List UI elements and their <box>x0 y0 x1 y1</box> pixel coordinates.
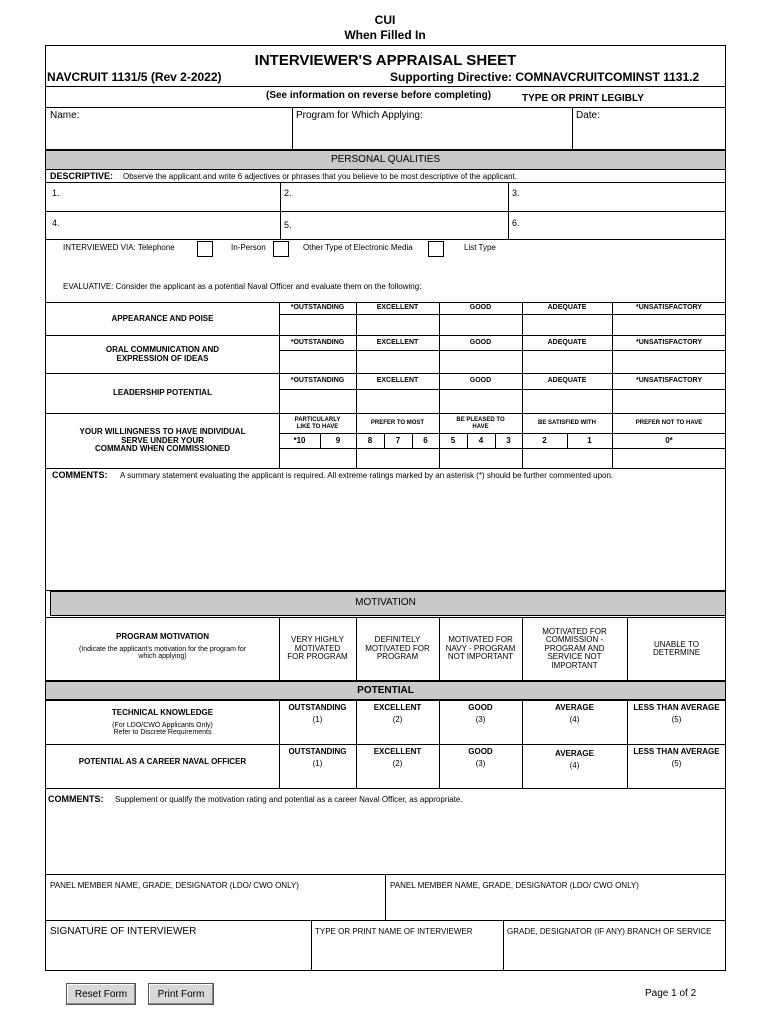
potential-header: GOOD <box>468 702 493 712</box>
career-officer-label: POTENTIAL AS A CAREER NAVAL OFFICER <box>78 757 247 767</box>
personal-qualities-title: PERSONAL QUALITIES <box>330 154 441 165</box>
descriptor-number-5: 5. <box>284 220 292 230</box>
descriptor-field-1[interactable] <box>60 184 278 209</box>
potential-header: GOOD <box>468 746 493 756</box>
panel-member-right-label: PANEL MEMBER NAME, GRADE, DESIGNATOR (LDO/ CWO ONLY) <box>390 881 639 890</box>
oral-excellent-input[interactable] <box>358 352 437 372</box>
willingness-3-input[interactable] <box>441 450 520 467</box>
eval-header: ADEQUATE <box>547 377 587 385</box>
willingness-1-input[interactable] <box>281 450 354 467</box>
potential-header: EXCELLENT <box>373 702 422 712</box>
panel-member-right-field[interactable] <box>388 894 724 918</box>
potential-number[interactable]: (3) <box>475 758 486 768</box>
eval-header: EXCELLENT <box>376 338 419 346</box>
leadership-good-input[interactable] <box>441 391 520 412</box>
in-person-label: In-Person <box>231 243 266 252</box>
willingness-header: BE SATISFIED WITH <box>538 420 596 427</box>
comments-2-instructions: Supplement or qualify the motivation rating and potential as a career Naval Officer, as appropriate. <box>115 795 463 804</box>
eval-header: *UNSATISFACTORY <box>636 377 702 385</box>
descriptive-instructions: Observe the applicant and write 6 adjectives or phrases that you believe to be most descriptive of the applicant. <box>123 172 517 181</box>
potential-header: LESS THAN AVERAGE <box>633 746 720 756</box>
eval-row-label-oral: ORAL COMMUNICATION AND EXPRESSION OF IDEAS <box>105 345 220 363</box>
leadership-unsatisfactory-input[interactable] <box>614 391 724 412</box>
willingness-score: 1 <box>587 435 592 445</box>
motivation-option-5[interactable]: UNABLE TO DETERMINE <box>652 639 701 657</box>
potential-number[interactable]: (2) <box>392 714 403 724</box>
potential-number[interactable]: (4) <box>569 760 580 770</box>
leadership-adequate-input[interactable] <box>524 391 610 412</box>
potential-number[interactable]: (5) <box>671 714 682 724</box>
leadership-outstanding-input[interactable] <box>281 391 354 412</box>
descriptor-field-4[interactable] <box>60 213 278 237</box>
potential-header: OUTSTANDING <box>288 746 347 756</box>
eval-header: ADEQUATE <box>547 338 587 346</box>
willingness-score: 8 <box>367 435 373 445</box>
other-media-label: Other Type of Electronic Media <box>303 243 413 252</box>
leadership-excellent-input[interactable] <box>358 391 437 412</box>
willingness-5-input[interactable] <box>614 450 724 467</box>
willingness-header: BE PLEASED TO HAVE <box>456 417 505 430</box>
motivation-title: MOTIVATION <box>355 597 416 608</box>
descriptor-field-5[interactable] <box>292 213 506 237</box>
eval-row-label-willingness: YOUR WILLINGNESS TO HAVE INDIVIDUAL SERVE UNDER YOUR COMMAND WHEN COMMISSIONED <box>79 427 246 454</box>
form-number: NAVCRUIT 1131/5 (Rev 2-2022) <box>47 70 222 84</box>
willingness-score: 5 <box>450 435 456 445</box>
appearance-outstanding-input[interactable] <box>281 316 354 334</box>
descriptor-field-6[interactable] <box>520 213 724 237</box>
other-media-checkbox[interactable] <box>428 241 444 257</box>
potential-header: LESS THAN AVERAGE <box>633 702 720 712</box>
appearance-excellent-input[interactable] <box>358 316 437 334</box>
eval-row-label-appearance: APPEARANCE AND POISE <box>111 313 214 323</box>
date-field[interactable] <box>575 123 723 147</box>
name-label: Name: <box>50 110 80 121</box>
potential-number[interactable]: (4) <box>569 714 580 724</box>
comments-field[interactable] <box>48 484 724 588</box>
eval-header: *UNSATISFACTORY <box>636 338 702 346</box>
supporting-directive: Supporting Directive: COMNAVCRUITCOMINST 1131.2 <box>390 70 700 84</box>
when-filled-label: When Filled In <box>344 28 426 42</box>
eval-header: *UNSATISFACTORY <box>636 304 702 312</box>
eval-header: *OUTSTANDING <box>290 377 345 385</box>
eval-header: *OUTSTANDING <box>290 304 345 312</box>
grade-designator-label: GRADE, DESIGNATOR (IF ANY) BRANCH OF SERVICE <box>507 927 712 936</box>
evaluative-instructions: EVALUATIVE: Consider the applicant as a potential Naval Officer and evaluate them on the following: <box>63 282 422 291</box>
descriptor-number-1: 1. <box>52 188 60 198</box>
potential-title: POTENTIAL <box>357 685 414 696</box>
interviewer-name-label: TYPE OR PRINT NAME OF INTERVIEWER <box>315 927 473 936</box>
potential-header: AVERAGE <box>555 702 594 712</box>
program-motivation-label: PROGRAM MOTIVATION <box>115 631 210 641</box>
willingness-score: 9 <box>335 435 341 445</box>
oral-good-input[interactable] <box>441 352 520 372</box>
willingness-score: *10 <box>293 435 306 445</box>
comments-instructions: A summary statement evaluating the applicant is required. All extreme ratings marked by an asterisk (*) should be further commented upon. <box>120 471 614 480</box>
panel-member-left-label: PANEL MEMBER NAME, GRADE, DESIGNATOR (LDO/ CWO ONLY) <box>50 881 299 890</box>
willingness-4-input[interactable] <box>524 450 610 467</box>
appearance-unsatisfactory-input[interactable] <box>614 316 724 334</box>
willingness-score: 4 <box>478 435 484 445</box>
motivation-option-1[interactable]: VERY HIGHLY MOTIVATED FOR PROGRAM <box>287 635 348 662</box>
potential-number[interactable]: (2) <box>392 758 403 768</box>
list-type-field[interactable] <box>505 241 723 257</box>
technical-knowledge-sublabel: (For LDO/CWO Applicants Only) Refer to Discrete Requirements <box>112 721 213 736</box>
potential-header: EXCELLENT <box>373 746 422 756</box>
reset-form-button[interactable]: Reset Form <box>66 983 136 1005</box>
page-number: Page 1 of 2 <box>645 988 697 999</box>
willingness-score: 7 <box>395 435 401 445</box>
eval-header: *OUTSTANDING <box>290 338 345 346</box>
potential-header: AVERAGE <box>555 748 594 758</box>
program-field[interactable] <box>295 123 570 147</box>
interviewed-via-label: INTERVIEWED VIA: Telephone <box>63 243 175 252</box>
descriptor-number-4: 4. <box>52 218 60 228</box>
willingness-header: PARTICULARLY LIKE TO HAVE <box>294 417 341 430</box>
potential-number[interactable]: (1) <box>312 758 323 768</box>
name-field[interactable] <box>48 123 290 147</box>
program-motivation-sublabel: (Indicate the applicant's motivation for the program for which applying) <box>78 645 247 660</box>
signature-label: SIGNATURE OF INTERVIEWER <box>50 926 197 937</box>
eval-header: GOOD <box>469 338 492 346</box>
comments-2-label: COMMENTS: <box>48 794 104 804</box>
print-form-button[interactable]: Print Form <box>148 983 214 1005</box>
oral-adequate-input[interactable] <box>524 352 610 372</box>
descriptor-number-6: 6. <box>512 218 520 228</box>
potential-header: OUTSTANDING <box>288 702 347 712</box>
panel-member-left-field[interactable] <box>48 894 383 918</box>
eval-header: EXCELLENT <box>376 377 419 385</box>
program-label: Program for Which Applying: <box>296 110 423 121</box>
potential-number[interactable]: (1) <box>312 714 323 724</box>
eval-header: EXCELLENT <box>376 304 419 312</box>
willingness-2-input[interactable] <box>358 450 437 467</box>
comments-label: COMMENTS: <box>52 470 108 480</box>
signature-field[interactable] <box>48 940 309 969</box>
eval-header: GOOD <box>469 304 492 312</box>
type-print-note: TYPE OR PRINT LEGIBLY <box>522 93 644 104</box>
date-label: Date: <box>576 110 600 121</box>
oral-outstanding-input[interactable] <box>281 352 354 372</box>
descriptor-field-3[interactable] <box>520 184 724 209</box>
descriptor-field-2[interactable] <box>292 184 506 209</box>
see-info-note: (See information on reverse before completing) <box>266 90 492 101</box>
appearance-adequate-input[interactable] <box>524 316 610 334</box>
interviewer-name-field[interactable] <box>314 940 501 969</box>
list-type-label: List Type <box>464 243 496 252</box>
form-title: INTERVIEWER'S APPRAISAL SHEET <box>254 52 517 69</box>
comments-2-field[interactable] <box>48 808 724 872</box>
motivation-option-4[interactable]: MOTIVATED FOR COMMISSION - PROGRAM AND SERVICE NOT IMPORTANT <box>542 627 607 670</box>
telephone-checkbox[interactable] <box>197 241 213 257</box>
oral-unsatisfactory-input[interactable] <box>614 352 724 372</box>
willingness-score: 2 <box>542 435 547 445</box>
eval-row-label-leadership: LEADERSHIP POTENTIAL <box>113 388 212 398</box>
potential-number[interactable]: (3) <box>475 714 486 724</box>
descriptive-label: DESCRIPTIVE: <box>50 171 114 181</box>
eval-header: ADEQUATE <box>547 304 587 312</box>
motivation-option-3[interactable]: MOTIVATED FOR NAVY - PROGRAM NOT IMPORTANT <box>445 635 516 662</box>
willingness-header: PREFER TO MOST <box>370 420 425 427</box>
potential-number[interactable]: (5) <box>671 758 682 768</box>
willingness-score: 0* <box>665 435 673 445</box>
descriptor-number-2: 2. <box>284 188 292 198</box>
in-person-checkbox[interactable] <box>273 241 289 257</box>
descriptor-number-3: 3. <box>512 188 520 198</box>
appearance-good-input[interactable] <box>441 316 520 334</box>
grade-designator-field[interactable] <box>506 940 724 969</box>
willingness-score: 6 <box>423 435 428 445</box>
technical-knowledge-label: TECHNICAL KNOWLEDGE <box>111 707 214 717</box>
willingness-score: 3 <box>506 435 511 445</box>
motivation-option-2[interactable]: DEFINITELY MOTIVATED FOR PROGRAM <box>365 635 430 662</box>
cui-label: CUI <box>374 13 396 27</box>
eval-header: GOOD <box>469 377 492 385</box>
willingness-header: PREFER NOT TO HAVE <box>635 420 703 427</box>
